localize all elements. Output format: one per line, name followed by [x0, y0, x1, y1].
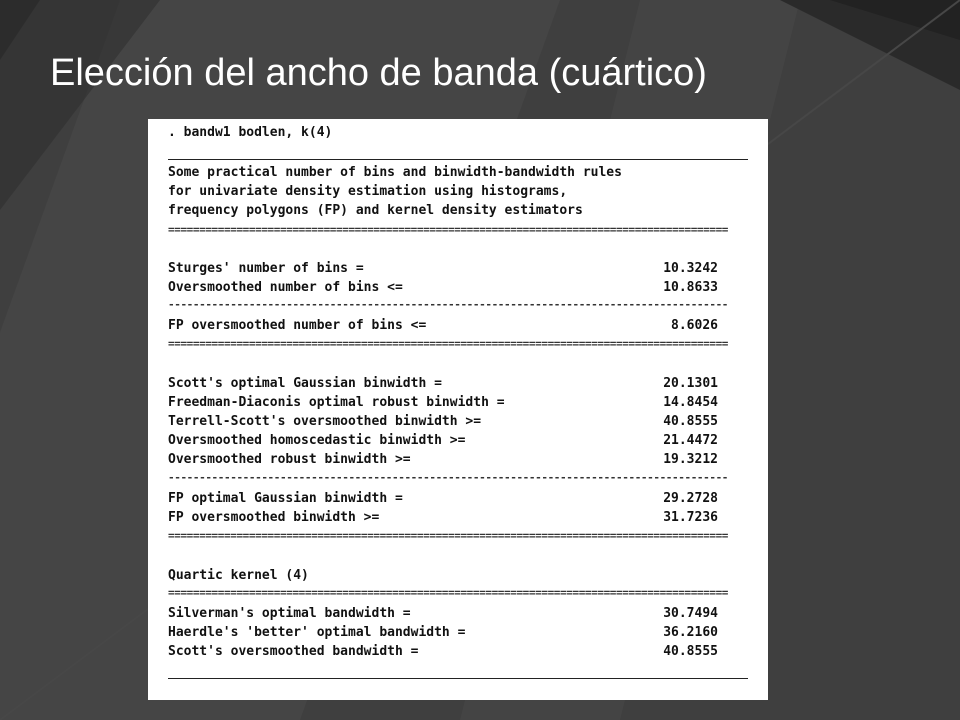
double-separator: ==========================================================================================: [168, 529, 729, 542]
stata-command: . bandw1 bodlen, k(4): [168, 125, 333, 140]
result-value: 40.8555: [663, 644, 718, 659]
result-label: Silverman's optimal bandwidth =: [168, 606, 411, 621]
top-rule: [168, 159, 748, 160]
result-value: 31.7236: [663, 510, 718, 525]
result-value: 10.3242: [663, 261, 718, 276]
double-separator: ==========================================================================================: [168, 586, 729, 599]
result-row: [168, 510, 748, 528]
result-label: Oversmoothed robust binwidth >=: [168, 452, 411, 467]
result-row: [168, 491, 748, 509]
result-value: 40.8555: [663, 414, 718, 429]
result-value: 30.7494: [663, 606, 718, 621]
slide-title: Elección del ancho de banda (cuártico): [50, 52, 707, 94]
result-label: Terrell-Scott's oversmoothed binwidth >=: [168, 414, 482, 429]
header-line-1: Some practical number of bins and binwidth-bandwidth rules: [168, 165, 622, 180]
kernel-title: Quartic kernel (4): [168, 568, 309, 583]
result-row: [168, 280, 748, 298]
result-value: 21.4472: [663, 433, 718, 448]
result-value: 36.2160: [663, 625, 718, 640]
result-label: Scott's oversmoothed bandwidth =: [168, 644, 419, 659]
result-label: Sturges' number of bins =: [168, 261, 364, 276]
single-separator: ------------------------------------------------------------------------------------------: [168, 471, 729, 484]
result-value: 10.8633: [663, 280, 718, 295]
single-separator: ------------------------------------------------------------------------------------------: [168, 298, 729, 311]
result-label: Freedman-Diaconis optimal robust binwidth =: [168, 395, 505, 410]
result-row: [168, 414, 748, 432]
result-label: FP oversmoothed number of bins <=: [168, 318, 427, 333]
result-label: FP oversmoothed binwidth >=: [168, 510, 380, 525]
result-label: Haerdle's 'better' optimal bandwidth =: [168, 625, 466, 640]
result-label: Oversmoothed homoscedastic binwidth >=: [168, 433, 466, 448]
result-value: 20.1301: [663, 376, 718, 391]
result-value: 19.3212: [663, 452, 718, 467]
result-row: [168, 376, 748, 394]
result-value: 14.8454: [663, 395, 718, 410]
result-label: Scott's optimal Gaussian binwidth =: [168, 376, 442, 391]
double-separator: ==========================================================================================: [168, 337, 729, 350]
result-label: FP optimal Gaussian binwidth =: [168, 491, 403, 506]
header-line-3: frequency polygons (FP) and kernel density estimators: [168, 203, 583, 218]
result-row: [168, 395, 748, 413]
result-row: [168, 433, 748, 451]
result-row: [168, 452, 748, 470]
result-label: Oversmoothed number of bins <=: [168, 280, 403, 295]
result-row: [168, 261, 748, 279]
result-row: [168, 606, 748, 624]
result-row: [168, 644, 748, 662]
result-row: [168, 625, 748, 643]
double-separator: ==========================================================================================: [168, 223, 729, 236]
result-value: 8.6026: [671, 318, 718, 333]
result-row: [168, 318, 748, 336]
header-line-2: for univariate density estimation using histograms,: [168, 184, 568, 199]
bottom-rule: [168, 678, 748, 679]
result-value: 29.2728: [663, 491, 718, 506]
